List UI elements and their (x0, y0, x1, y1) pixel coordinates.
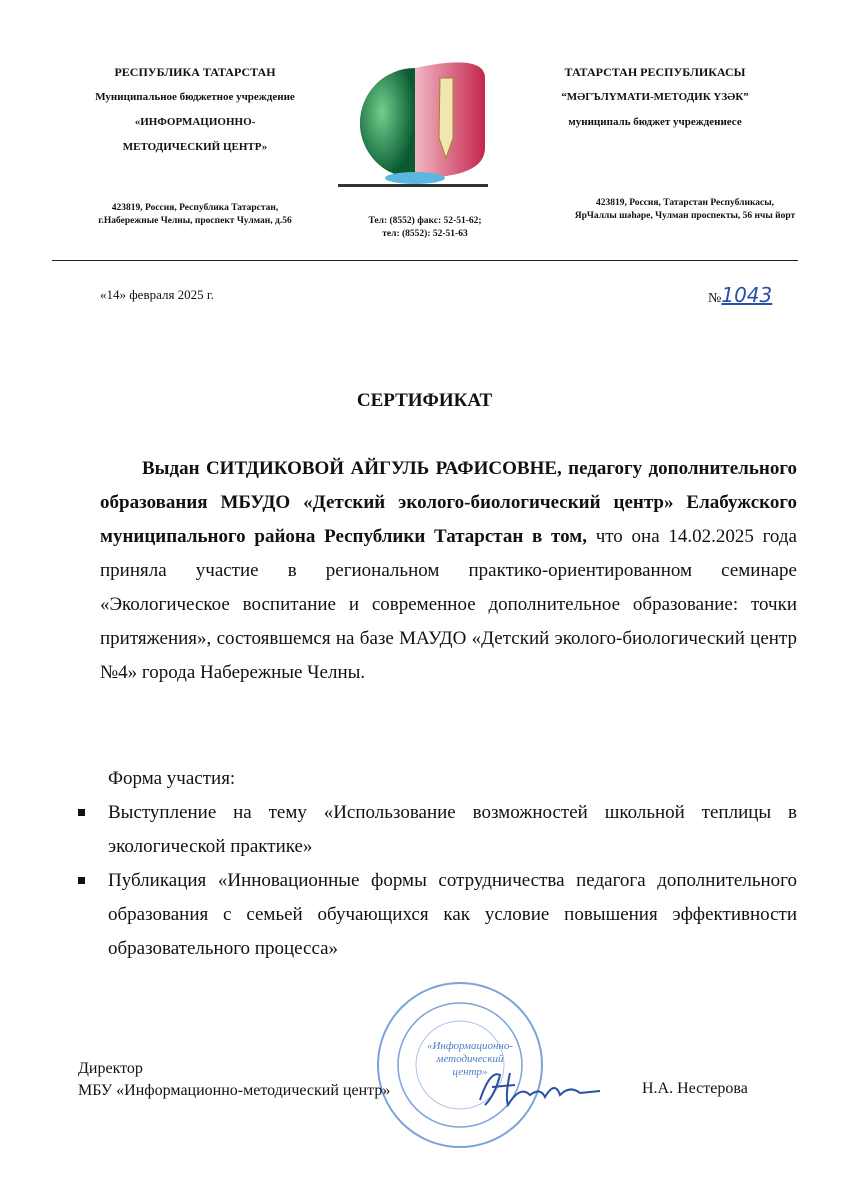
list-item: Выступление на тему «Использование возможностей школьной теплицы в экологической практике» (78, 796, 797, 864)
participation-list (78, 796, 797, 966)
number-label: № (708, 291, 722, 306)
phone: тел: (8552): 52-51-63 (382, 229, 468, 239)
addr-line: 423819, Россия, Татарстан Республикасы, (595, 198, 775, 208)
stamp-text: «Информационно-методический центр» (426, 1040, 514, 1078)
phone-fax: Тел: (8552) факс: 52-51-62; (368, 216, 482, 226)
signatory-role (78, 1058, 390, 1102)
signature (470, 1065, 610, 1115)
document-number (708, 283, 772, 307)
header-left-line1: РЕСПУБЛИКА ТАТАРСТАН (114, 65, 276, 79)
header-left-address (60, 202, 330, 228)
header-divider (52, 260, 798, 261)
list-item: Публикация «Инновационные формы сотрудничества педагога дополнительного образования с семьей обучающихся как условие повышения эффективности образовательного процесса» (78, 864, 797, 966)
document-title: СЕРТИФИКАТ (356, 390, 493, 411)
document-date: «14» февраля 2025 г. (100, 287, 215, 302)
header-right (520, 60, 790, 135)
form-label: Форма участия: (108, 768, 236, 789)
header-right-line3: муниципаль бюджет учреждениесе (568, 116, 742, 128)
addr-line: г.Набережные Челны, проспект Чулман, д.56 (98, 216, 292, 226)
body-bold: Выдан СИТДИКОВОЙ АЙГУЛЬ РАФИСОВНЕ, педагогу дополнительного образования МБУДО «Детский эколого-биологический центр» Елабужского муниципального района Республики Татарстан в том, (100, 458, 797, 547)
header-left-line4: МЕТОДИЧЕСКИЙ ЦЕНТР» (122, 141, 268, 153)
signatory-name: Н.А. Нестерова (642, 1080, 748, 1097)
role-title: Директор (78, 1060, 143, 1077)
header-contacts (345, 215, 505, 241)
header-right-line2: “МӘГЪЛҮМАТИ-МЕТОДИК ҮЗӘК” (561, 91, 749, 103)
header-left-line3: «ИНФОРМАЦИОННО- (134, 116, 256, 128)
addr-line: ЯрЧаллы шәһәре, Чулман проспекты, 56 нчы йорт (574, 211, 796, 221)
header-right-line1: ТАТАРСТАН РЕСПУБЛИКАСЫ (564, 65, 746, 79)
organization-logo (335, 48, 495, 188)
addr-line: 423819, Россия, Республика Татарстан, (111, 203, 279, 213)
number-value: 1043 (721, 283, 773, 307)
header-right-address (545, 197, 825, 223)
header-left-line2: Муниципальное бюджетное учреждение (95, 91, 295, 103)
body-text: что она 14.02.2025 года приняла участие в региональном практико-ориентированном семинаре «Экологическое воспитание и современное дополнительное образование: точки притяжения», состоявшемся на базе МАУДО «Детский эколого-биологический центр №4» города Набережные Челны. (100, 526, 797, 683)
header-left (60, 60, 330, 160)
certificate-body (100, 452, 797, 690)
role-org: МБУ «Информационно-методический центр» (78, 1082, 391, 1099)
